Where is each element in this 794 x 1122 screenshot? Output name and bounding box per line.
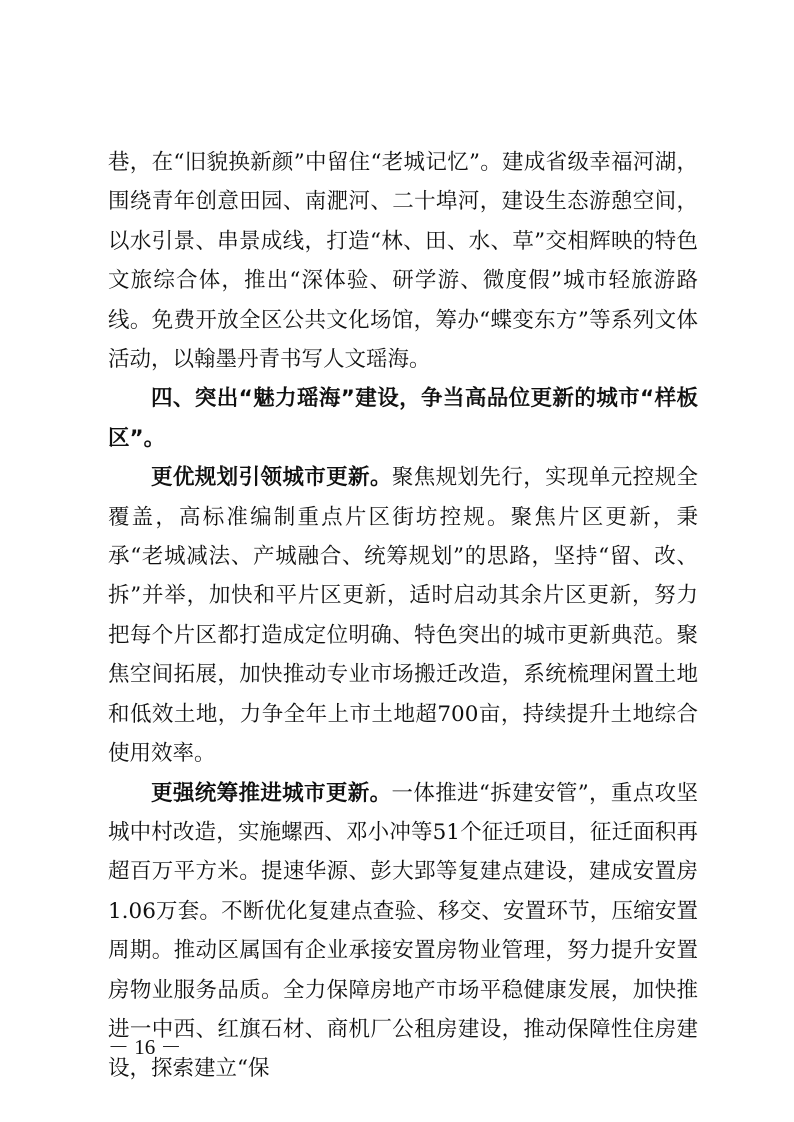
paragraph-planning <box>108 458 698 773</box>
paragraph-lead: 更强统筹推进城市更新。 <box>151 780 392 806</box>
continuation-paragraph: 巷，在“旧貌换新颜”中留住“老城记忆”。建成省级幸福河湖，围绕青年创意田园、南淝河、二十埠河，建设生态游憩空间，以水引景、串景成线，打造“林、田、水、草”交相辉映的特色文旅综合体，推出“深体验、研学游、微度假”城市轻旅游路线。免费开放全区公共文化场馆，筹办“蝶变东方”等系列文体活动，以翰墨丹青书写人文瑶海。 <box>108 150 698 373</box>
document-body <box>108 143 698 1089</box>
paragraph-lead: 更优规划引领城市更新。 <box>151 465 392 491</box>
paragraph-body: 一体推进“拆建安管”，重点攻坚城中村改造，实施螺西、邓小冲等51个征迁项目，征迁面积再超百万平方米。提速华源、彭大郢等复建点建设，建成安置房1.06万套。不断优化复建点查验、移交、安置环节，压缩安置周期。推动区属国有企业承接安置房物业管理，努力提升安置房物业服务品质。全力保障房地产市场平稳健康发展，加快推进一中西、红旗石材、商机厂公租房建设，推动保障性住房建设，探索建立“保 <box>108 780 698 1082</box>
page-number: － 16 － <box>108 1035 182 1059</box>
paragraph-coordination <box>108 774 698 1089</box>
paragraph-body: 聚焦规划先行，实现单元控规全覆盖，高标准编制重点片区街坊控规。聚焦片区更新，秉承“老城减法、产城融合、统筹规划”的思路，坚持“留、改、拆”并举，加快和平片区更新，适时启动其余片区更新，努力把每个片区都打造成定位明确、特色突出的城市更新典范。聚焦空间拓展，加快推动专业市场搬迁改造，系统梳理闲置土地和低效土地，力争全年上市土地超700亩，持续提升土地综合使用效率。 <box>108 465 698 767</box>
section-heading: 四、突出“魅力瑶海”建设，争当高品位更新的城市“样板区”。 <box>108 386 698 451</box>
